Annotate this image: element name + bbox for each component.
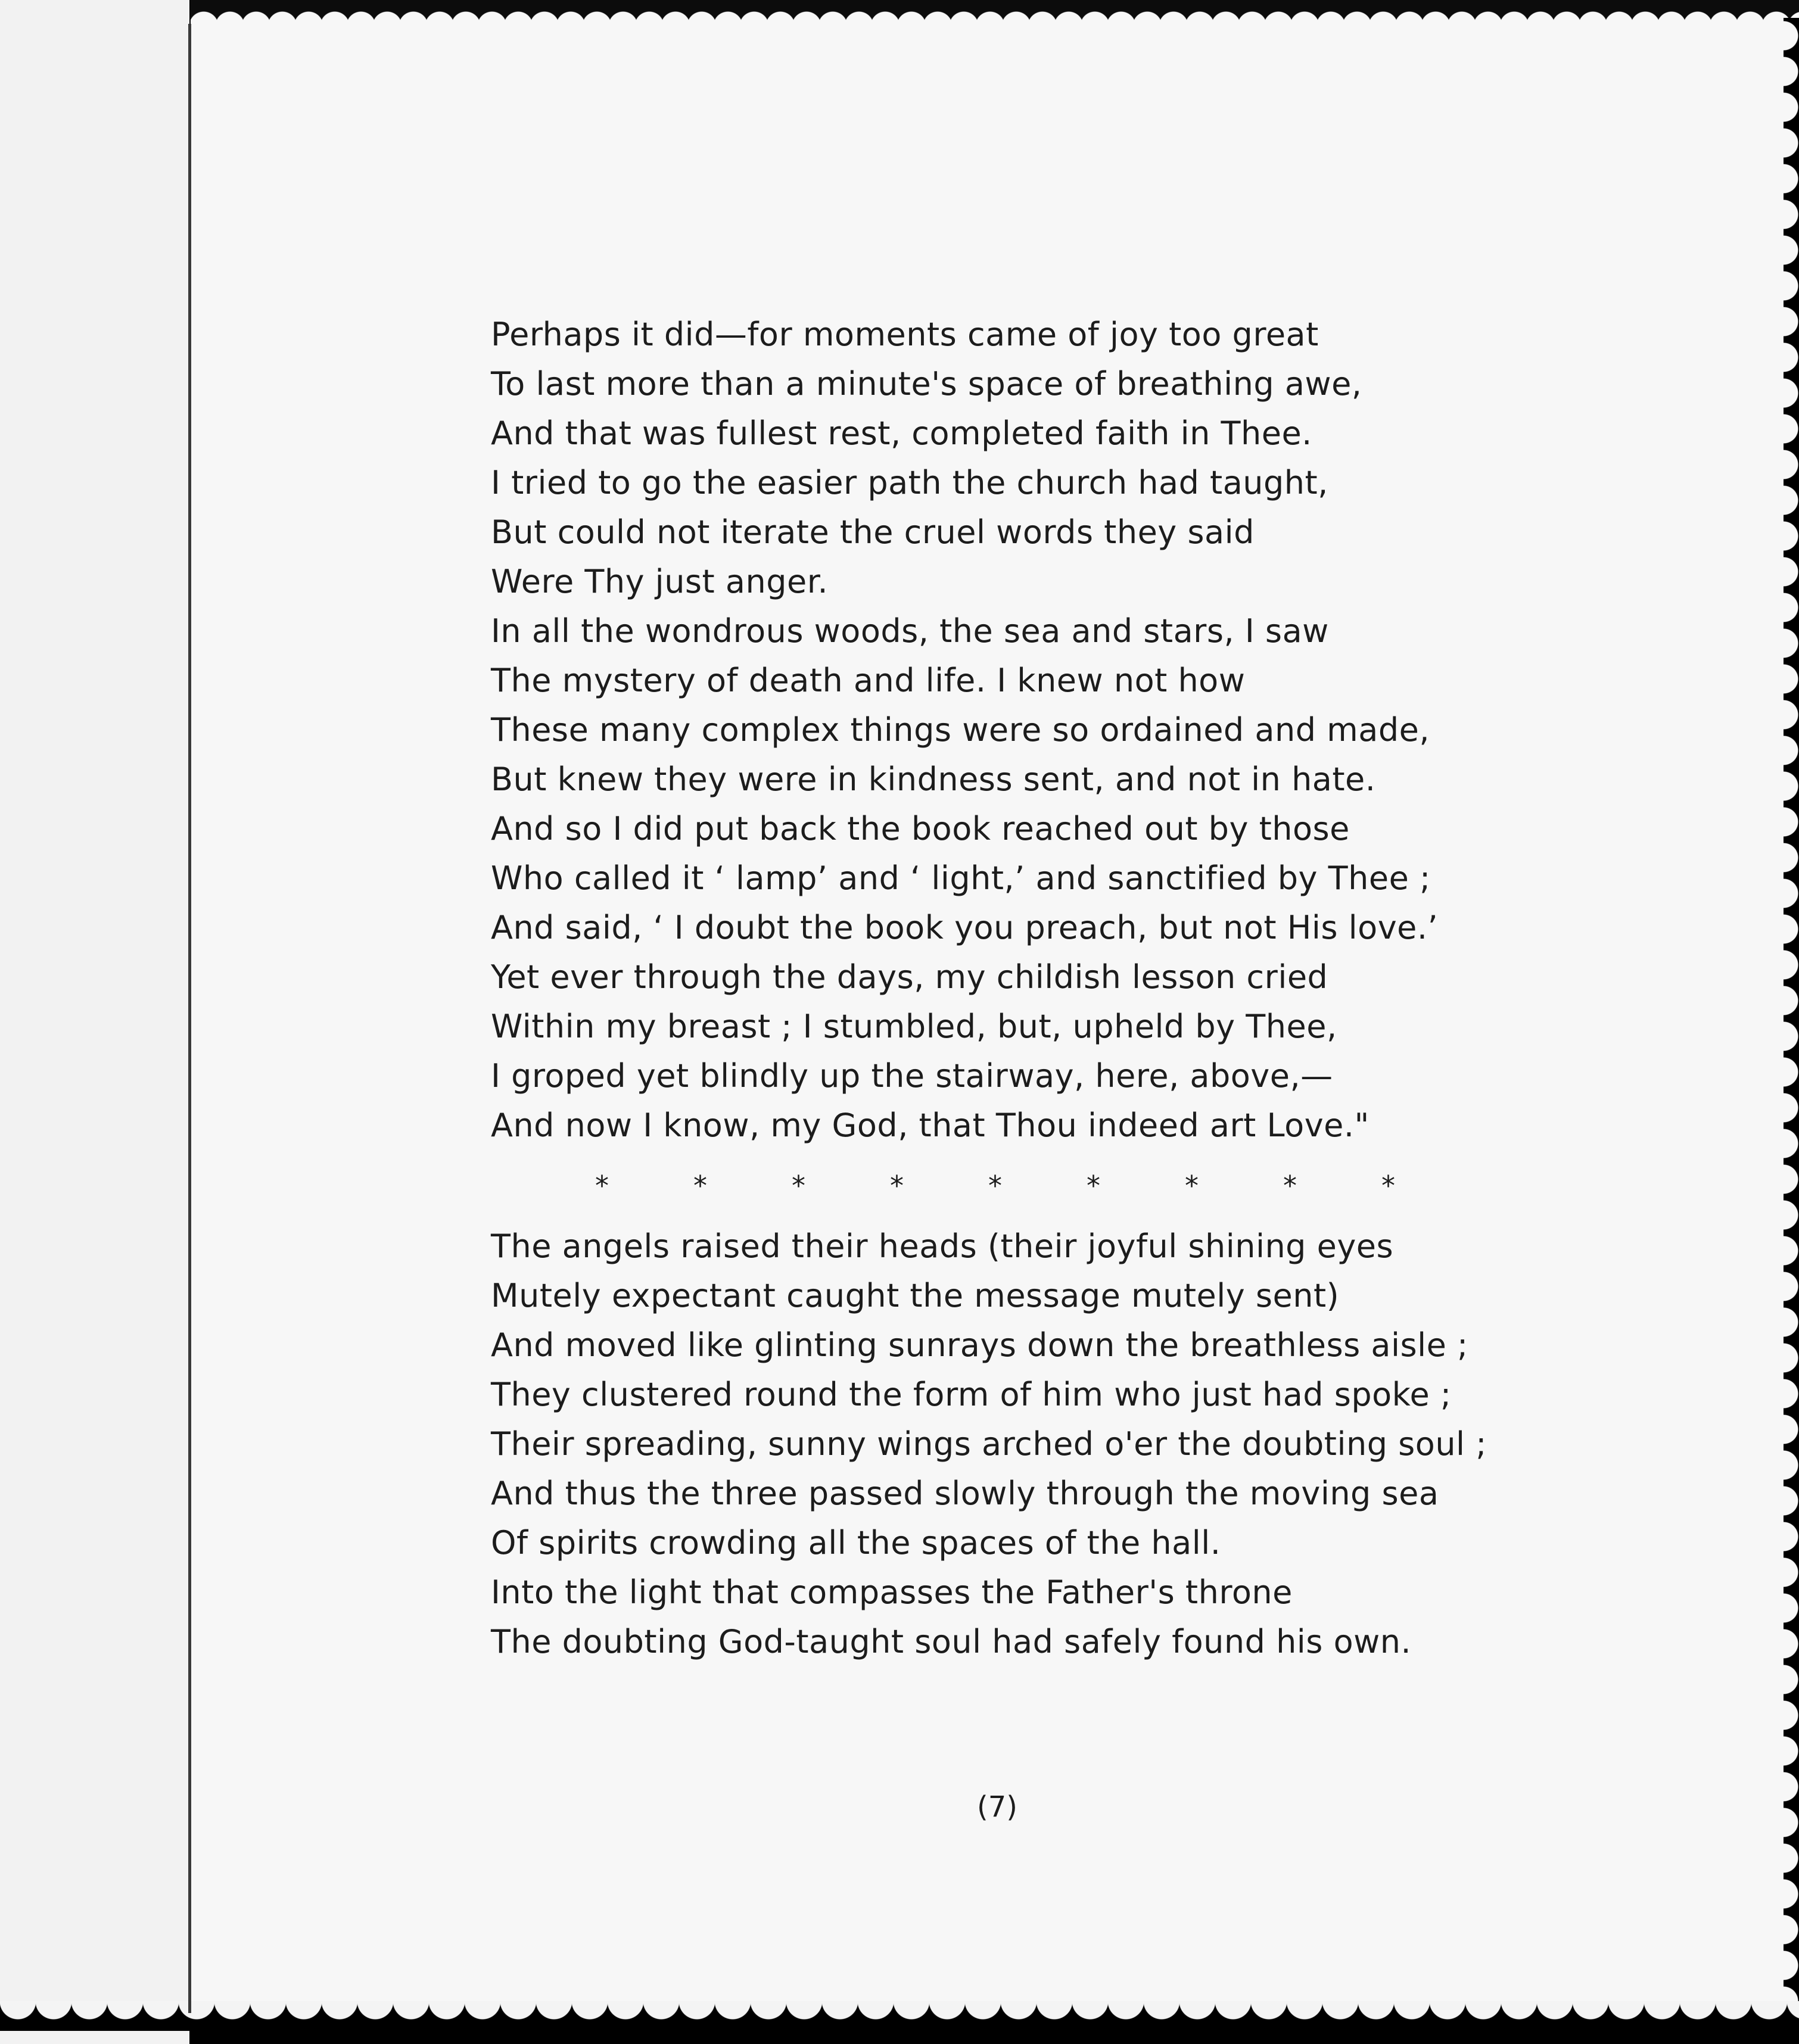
scalloped-bottom-edge (0, 2001, 1799, 2031)
asterisk: * (595, 1170, 609, 1202)
poem-line: They clustered round the form of him who just had spoke ; (491, 1376, 1452, 1413)
asterisk: * (890, 1170, 904, 1202)
poem-line: I tried to go the easier path the church had taught, (491, 464, 1328, 501)
poem-line: Yet ever through the days, my childish lesson cried (491, 958, 1328, 996)
asterisk: * (792, 1170, 806, 1202)
poem-line: And moved like glinting sunrays down the breathless aisle ; (491, 1326, 1468, 1364)
poem-line: Perhaps it did—for moments came of joy too great (491, 316, 1319, 353)
binding-gutter (188, 24, 191, 2013)
asterisk: * (988, 1170, 1003, 1202)
asterisk: * (1381, 1170, 1396, 1202)
page-number: (7) (977, 1790, 1017, 1824)
poem-line: But could not iterate the cruel words they said (491, 513, 1255, 551)
poem-line: And said, ‘ I doubt the book you preach, but not His love.’ (491, 909, 1439, 946)
section-separator (595, 1150, 1487, 1222)
asterisk: * (1283, 1170, 1297, 1202)
poem-line: Of spirits crowding all the spaces of the hall. (491, 1524, 1221, 1562)
poem-line: I groped yet blindly up the stairway, here, above,— (491, 1057, 1333, 1095)
poem-line: In all the wondrous woods, the sea and stars, I saw (491, 612, 1329, 650)
poem-line: The angels raised their heads (their joyful shining eyes (491, 1227, 1394, 1265)
scalloped-right-edge (1784, 18, 1799, 2007)
poem-line: To last more than a minute's space of breathing awe, (491, 365, 1362, 403)
poem-line: And that was fullest rest, completed faith in Thee. (491, 415, 1312, 452)
poem-line: Their spreading, sunny wings arched o'er the doubting soul ; (491, 1425, 1487, 1463)
asterisk: * (1087, 1170, 1101, 1202)
asterisk: * (693, 1170, 708, 1202)
poem-line: But knew they were in kindness sent, and not in hate. (491, 761, 1376, 798)
poem-line: The doubting God-taught soul had safely found his own. (491, 1623, 1412, 1660)
poem-line: The mystery of death and life. I knew not how (491, 662, 1246, 699)
poem-line: And now I know, my God, that Thou indeed art Love." (491, 1107, 1370, 1144)
poem-line: Into the light that compasses the Father's throne (491, 1573, 1293, 1611)
stanza-two (491, 1222, 1487, 1666)
poem-line: Mutely expectant caught the message mutely sent) (491, 1277, 1340, 1314)
poem-line: These many complex things were so ordained and made, (491, 711, 1430, 749)
poem-line: Were Thy just anger. (491, 563, 829, 600)
poem-line: And thus the three passed slowly through the moving sea (491, 1475, 1439, 1512)
scalloped-top-edge (191, 0, 1799, 26)
poem-text (491, 310, 1487, 1666)
poem-line: Within my breast ; I stumbled, but, upheld by Thee, (491, 1008, 1337, 1045)
poem-line: And so I did put back the book reached out by those (491, 810, 1350, 847)
poem-line: Who called it ‘ lamp’ and ‘ light,’ and sanctified by Thee ; (491, 859, 1431, 897)
stanza-one (491, 310, 1487, 1150)
asterisk: * (1185, 1170, 1199, 1202)
facing-page (0, 0, 189, 2044)
